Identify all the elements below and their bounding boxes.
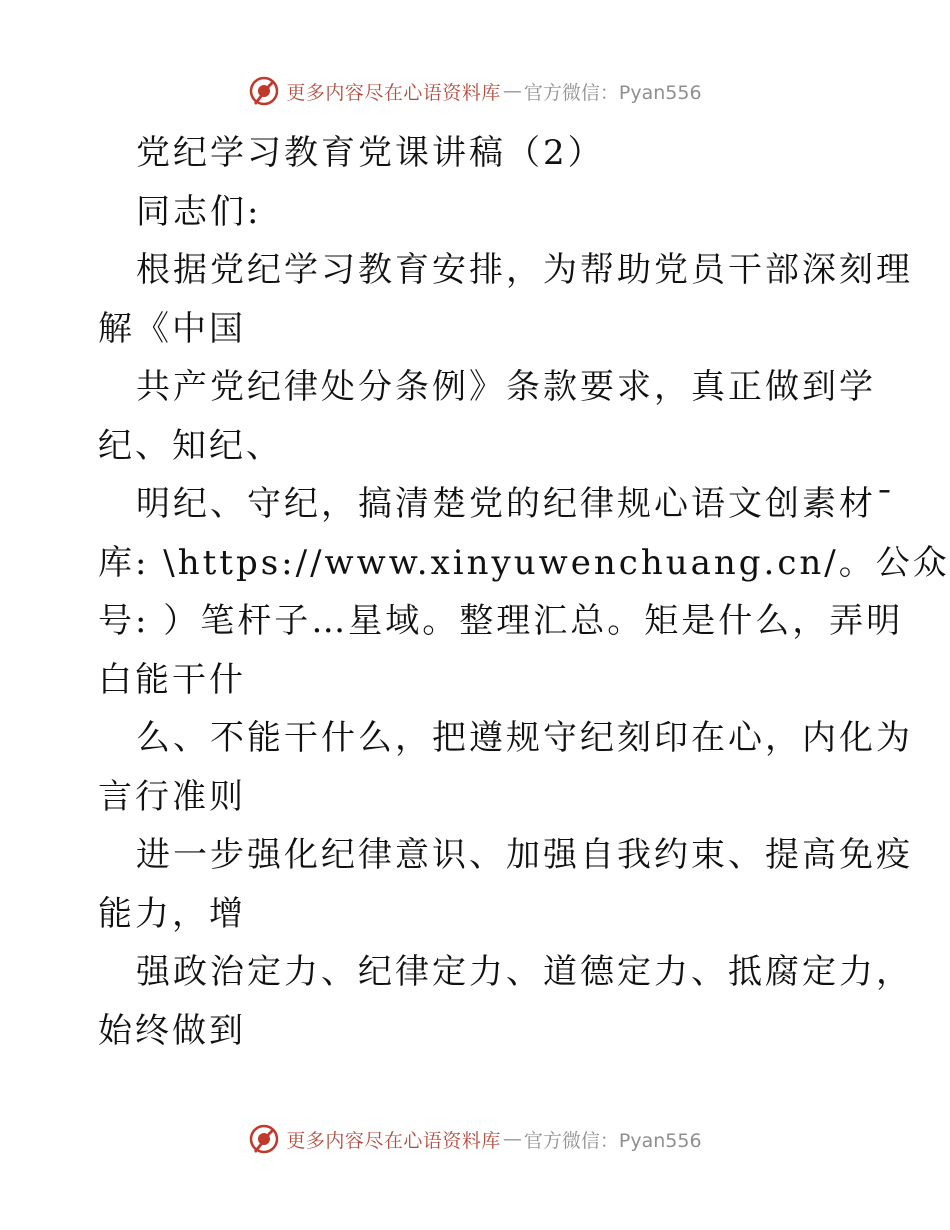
text-line: 号: ）笔杆子…星域。整理汇总。矩是什么，弄明: [98, 601, 904, 641]
watermark-dash: —: [502, 1128, 522, 1150]
text-line: 强政治定力、纪律定力、道德定力、抵腐定力，: [136, 952, 913, 992]
watermark-contact: 官方微信：Pyan556: [523, 81, 702, 104]
watermark-brand: 更多内容尽在心语资料库: [286, 81, 501, 104]
text-line: 始终做到: [98, 1010, 246, 1051]
watermark-contact: 官方微信：Pyan556: [523, 1129, 702, 1152]
text-line: 解《中国: [98, 308, 246, 349]
watermark-dash: —: [502, 80, 522, 102]
text-line: 同志们:: [136, 191, 262, 232]
text-line: 明纪、守纪，搞清楚党的纪律规心语文创素材¯: [136, 484, 896, 524]
header-watermark: [0, 71, 950, 111]
text-line: 根据党纪学习教育安排，为帮助党员干部深刻理: [136, 250, 913, 290]
footer-watermark: [0, 1119, 950, 1159]
text-line: 纪、知纪、: [98, 425, 283, 466]
pen-logo-icon: [248, 75, 280, 107]
watermark-brand: 更多内容尽在心语资料库: [286, 1129, 501, 1152]
text-line: 么、不能干什么，把遵规守纪刻印在心，内化为: [136, 718, 913, 758]
text-line: 共产党纪律处分条例》条款要求，真正做到学: [136, 367, 876, 407]
text-line: 白能干什: [98, 659, 246, 700]
document-title: 党纪学习教育党课讲稿（2）: [136, 133, 605, 173]
pen-logo-icon: [248, 1123, 280, 1155]
text-line: 库: \https://www.xinyuwenchuang.cn/。公众: [98, 542, 950, 583]
text-line: 言行准则: [98, 776, 246, 817]
text-line: 进一步强化纪律意识、加强自我约束、提高免疫: [136, 835, 913, 875]
text-line: 能力，增: [98, 893, 246, 934]
document-body: [98, 124, 950, 1060]
